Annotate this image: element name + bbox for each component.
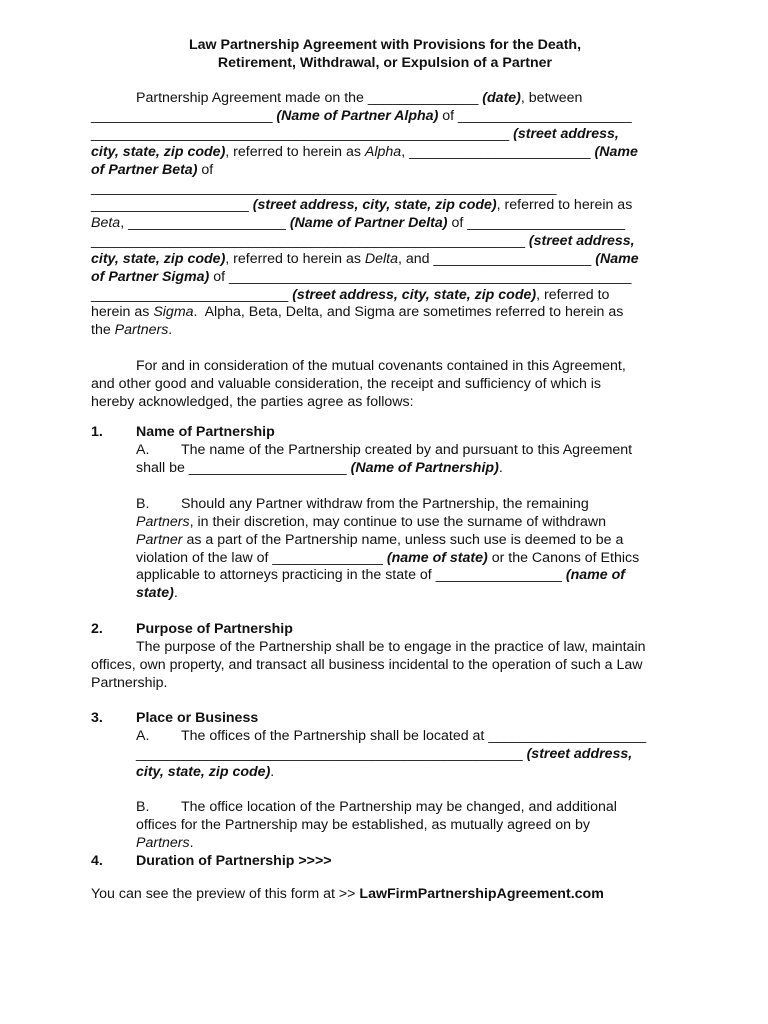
clause-label: B. [136,496,150,512]
clause-line: state). [136,585,178,601]
section-line: offices, own property, and transact all business incidental to the operation of such a Law [91,657,643,673]
intro-line: of Partner Beta) of [91,162,214,178]
intro-line: _______________________ (Name of Partner Alpha) of ______________________ [91,108,632,124]
intro-line: Beta, ____________________ (Name of Partner Delta) of ____________________ [91,215,626,231]
clause-line: Partner as a part of the Partnership name, unless such use is deemed to be a [136,532,624,548]
clause-line: offices for the Partnership may be established, as mutually agreed on by [136,817,590,833]
title-line-1: Law Partnership Agreement with Provisions for the Death, [188,37,582,53]
document-title [90,36,680,72]
intro-line: the Partners. [91,322,173,338]
clause-line: _________________________________________________ (street address, [136,746,633,762]
section-line: The purpose of the Partnership shall be to engage in the practice of law, maintain [136,639,646,655]
section-title: Place or Business [136,710,259,726]
intro-line: _______________________________________________________ (street address, [91,233,635,249]
section-number: 3. [91,710,103,726]
preview-note [91,885,604,903]
intro-line: herein as Sigma. Alpha, Beta, Delta, and Sigma are sometimes referred to herein as [91,304,624,320]
clause-line: The name of the Partnership created by and pursuant to this Agreement [181,442,633,458]
intro-line: ____________________ (street address, city, state, zip code), referred to herein as [91,197,633,213]
clause-line: shall be ____________________ (Name of Partnership). [136,460,503,476]
clause-label: B. [136,799,150,815]
intro-line: city, state, zip code), referred to herein as Delta, and ____________________ (Name [91,251,639,267]
section-title: Name of Partnership [136,424,275,440]
section-title: Duration of Partnership >>>> [136,853,332,869]
section-title: Purpose of Partnership [136,621,293,637]
preview-note-text: You can see the preview of this form at >> [91,886,360,902]
intro-line: _____________________________________________________ (street address, [91,126,619,142]
intro-line: ___________________________________________________________ [91,180,557,196]
section-line: Partnership. [91,675,168,691]
intro-line: city, state, zip code), referred to herein as Alpha, _______________________ (Name [91,144,638,160]
consideration-line: hereby acknowledged, the parties agree as follows: [91,394,414,410]
consideration-line: For and in consideration of the mutual covenants contained in this Agreement, [136,358,626,374]
clause-label: A. [136,442,150,458]
clause-line: Partners. [136,835,194,851]
intro-line: of Partner Sigma) of ___________________________________________________ [91,269,632,285]
clause-label: A. [136,728,150,744]
clause-line: applicable to attorneys practicing in the state of ________________ (name of [136,567,626,583]
title-line-2: Retirement, Withdrawal, or Expulsion of a Partner [217,55,553,71]
clause-line: city, state, zip code). [136,764,275,780]
clause-line: Should any Partner withdraw from the Partnership, the remaining [181,496,589,512]
section-number: 2. [91,621,103,637]
clause-line: violation of the law of ______________ (name of state) or the Canons of Ethics [136,550,640,566]
section-number: 1. [91,424,103,440]
intro-line: _________________________ (street address, city, state, zip code), referred to [91,287,610,303]
clause-line: The office location of the Partnership may be changed, and additional [181,799,617,815]
consideration-line: and other good and valuable consideration, the receipt and sufficiency of which is [91,376,602,392]
clause-line: Partners, in their discretion, may continue to use the surname of withdrawn [136,514,607,530]
preview-link[interactable]: LawFirmPartnershipAgreement.com [359,886,604,902]
section-number: 4. [91,853,103,869]
clause-line: The offices of the Partnership shall be located at ____________________ [181,728,647,744]
intro-line: Partnership Agreement made on the ______________ (date), between [136,90,583,106]
